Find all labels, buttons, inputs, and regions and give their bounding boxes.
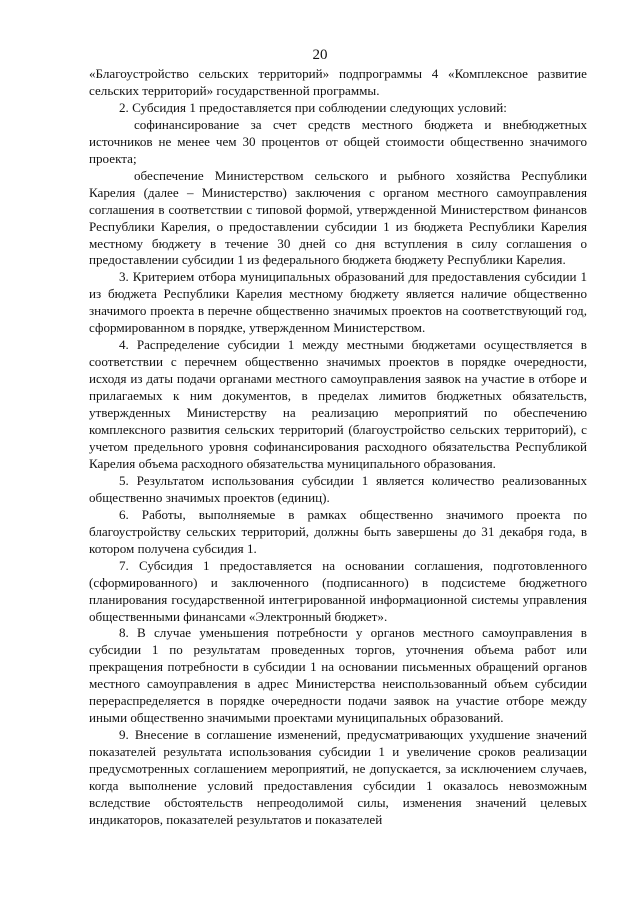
paragraph-clause-7: 7. Субсидия 1 предоставляется на основании соглашения, подготовленного (сформированного) и заключенного (подписанного) в подсистеме бюджетного планирования государственной интегрированной информационной системы управления общественными финансами «Электронный бюджет». [89, 557, 587, 624]
paragraph-condition-agreement: обеспечение Министерством сельского и рыбного хозяйства Республики Карелия (далее – Министерство) заключения с органом местного самоуправления соглашения в соответствии с типовой формой, утвержденной Министерством финансов Республики Карелия, о предоставлении субсидии 1 из бюджета Республики Карелия местному бюджету в течение 30 дней со дня вступления в силу соглашения о предоставлении субсидии 1 из федерального бюджета бюджету Республики Карелия. [89, 167, 587, 268]
paragraph-clause-5: 5. Результатом использования субсидии 1 является количество реализованных общественно значимых проектов (единиц). [89, 472, 587, 505]
paragraph-clause-9: 9. Внесение в соглашение изменений, предусматривающих ухудшение значений показателей результата использования субсидии 1 и увеличение сроков реализации предусмотренных соглашением мероприятий, не допускается, за исключением случаев, когда выполнение условий предоставления субсидии 1 оказалось невозможным вследствие обстоятельств непреодолимой силы, изменения значений целевых индикаторов, показателей результатов и показателей [89, 727, 587, 827]
paragraph-clause-2: 2. Субсидия 1 предоставляется при соблюдении следующих условий: [119, 99, 507, 115]
paragraph-clause-6: 6. Работы, выполняемые в рамках общественно значимого проекта по благоустройству сельских территорий, должны быть завершены до 31 декабря года, в котором получена субсидия 1. [89, 506, 587, 556]
document-body [89, 66, 587, 829]
paragraph-clause-4: 4. Распределение субсидии 1 между местными бюджетами осуществляется в соответствии с перечнем общественно значимых проектов в порядке очередности, исходя из даты подачи органами местного самоуправления заявок на участие в отборе и прилагаемых к ним документов, в пределах лимитов бюджетных обязательств, утвержденных Министерству на реализацию мероприятий по обеспечению комплексного развития сельских территорий (благоустройство сельских территорий), с учетом предельного уровня софинансирования расходного обязательства Республикой Карелия объема расходного обязательства муниципального образования. [89, 337, 587, 471]
paragraph-condition-cofinancing: софинансирование за счет средств местного бюджета и внебюджетных источников не менее чем 30 процентов от общей стоимости общественно значимого проекта; [89, 116, 587, 166]
paragraph-clause-8: 8. В случае уменьшения потребности у органов местного самоуправления в субсидии 1 по результатам проведенных торгов, уточнения объема работ или прекращения потребности в субсидии 1 на основании письменных обращений органов местного самоуправления в адрес Министерства неиспользованный объем субсидии перераспределяется в порядке очередности подачи заявок на участие отборе между иными общественно значимыми проектами муниципальных образований. [89, 625, 587, 726]
page-number: 20 [312, 47, 328, 63]
paragraph-clause-3: 3. Критерием отбора муниципальных образований для предоставления субсидии 1 из бюджета Республики Карелия местному бюджету является наличие общественно значимого проекта в перечне общественно значимых проектов на соответствующий год, сформированном в порядке, утвержденном Министерством. [89, 269, 587, 336]
paragraph-continuation: «Благоустройство сельских территорий» подпрограммы 4 «Комплексное развитие сельских территорий» государственной программы. [89, 66, 587, 98]
